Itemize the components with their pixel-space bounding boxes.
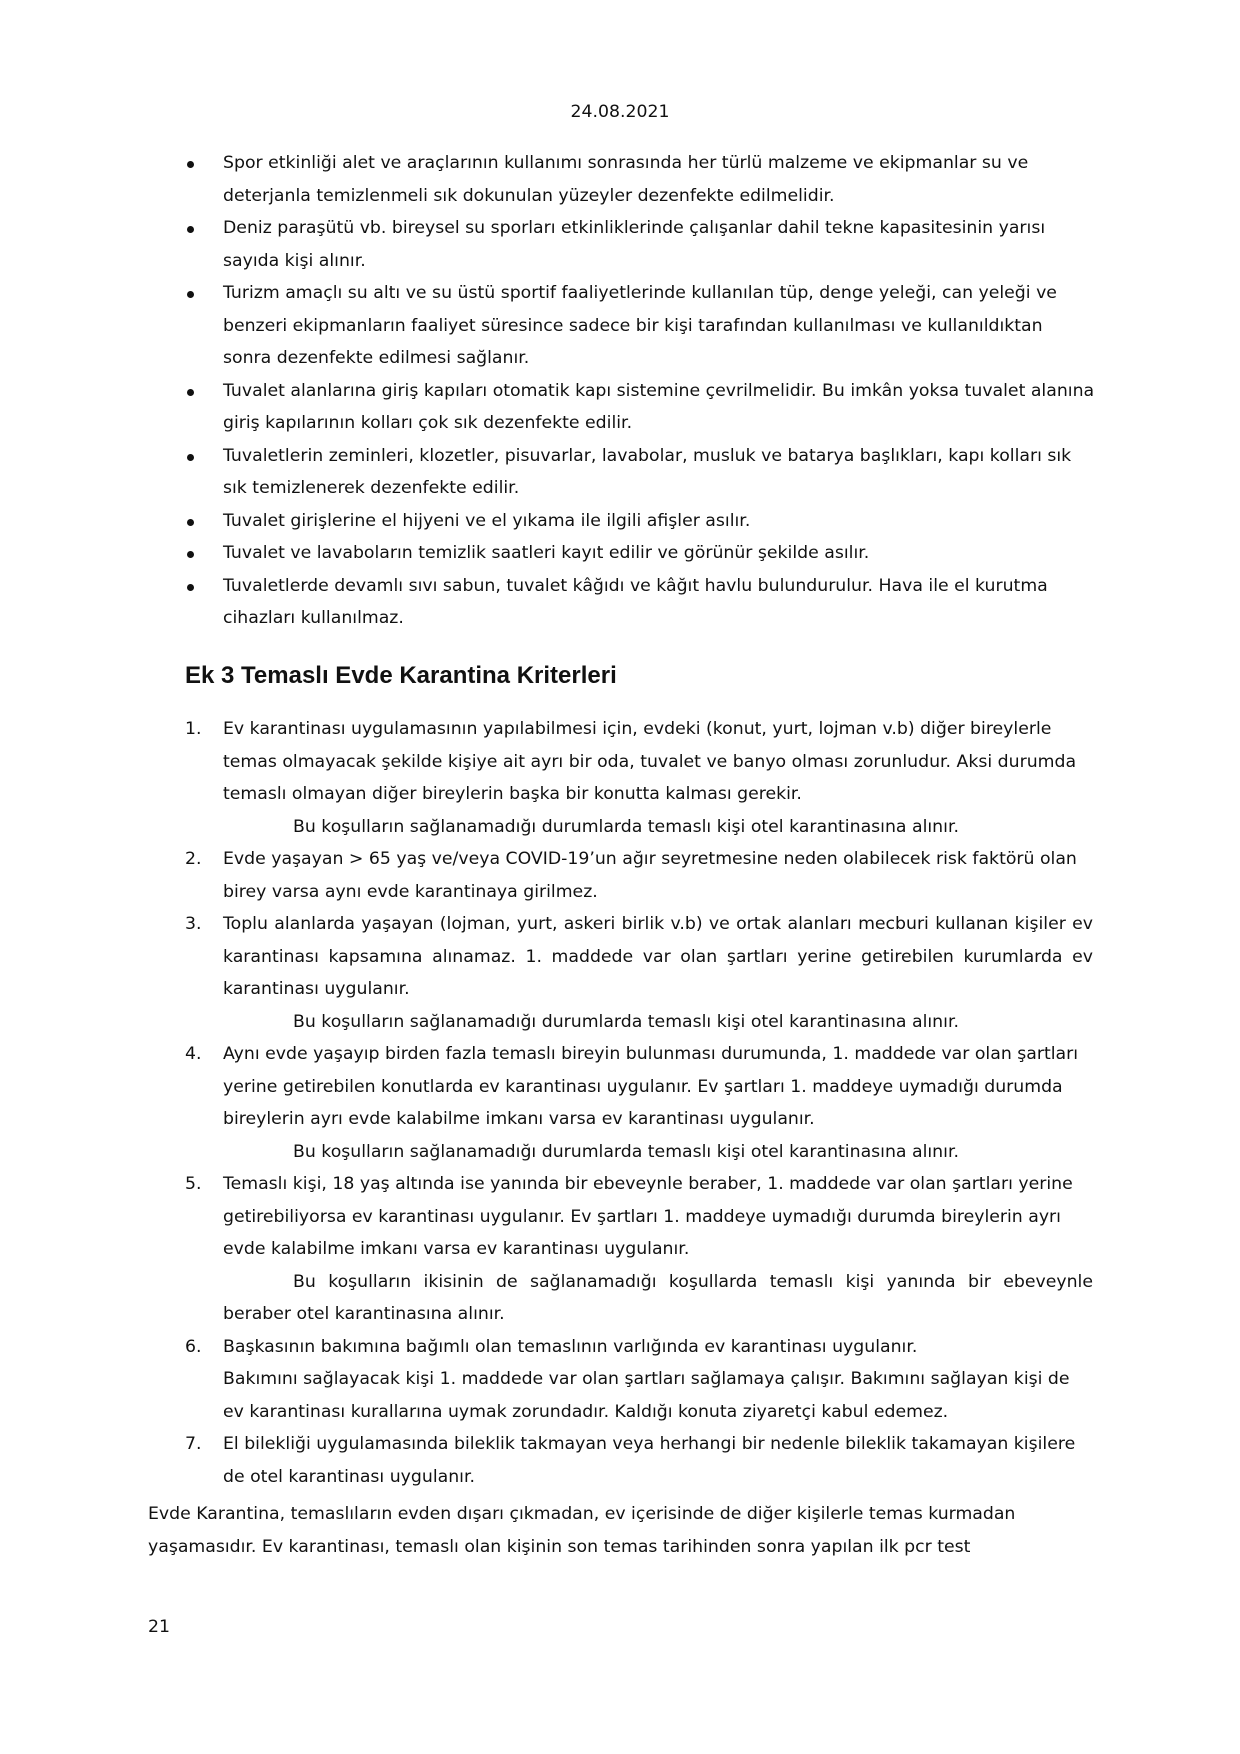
item-text: Başkasının bakımına bağımlı olan temaslının varlığında ev karantinası uygulanır. — [223, 1336, 918, 1357]
item-number: 2. — [185, 849, 202, 869]
bullet-item: Deniz paraşütü vb. bireysel su sporları etkinliklerinde çalışanlar dahil tekne kapasitesinin yarısı sayıda kişi alınır. — [185, 212, 1095, 277]
item-number: 5. — [185, 1174, 202, 1194]
numbered-item — [185, 1428, 1093, 1493]
bullet-item: Tuvalet ve lavaboların temizlik saatleri kayıt edilir ve görünür şekilde asılır. — [185, 537, 1095, 570]
item-note: Bu koşulların sağlanamadığı durumlarda temaslı kişi otel karantinasına alınır. — [293, 1141, 959, 1162]
item-number: 3. — [185, 914, 202, 934]
item-text: Aynı evde yaşayıp birden fazla temaslı bireyin bulunması durumunda, 1. maddede var olan şartları yerine getirebilen konutlarda ev karantinası uygulanır. Ev şartları 1. maddeye uymadığı durumda bireylerin ayrı evde kalabilme imkanı varsa ev karantinası uygulanır. — [223, 1044, 1079, 1129]
page-number: 21 — [148, 1617, 170, 1637]
item-number: 7. — [185, 1434, 202, 1454]
header-date: 24.08.2021 — [570, 102, 670, 122]
item-note: Bu koşulların sağlanamadığı durumlarda temaslı kişi otel karantinasına alınır. — [293, 816, 959, 837]
bullet-item: Tuvaletlerde devamlı sıvı sabun, tuvalet kâğıdı ve kâğıt havlu bulundurulur. Hava ile el kurutma cihazları kullanılmaz. — [185, 570, 1095, 635]
numbered-item — [185, 908, 1093, 1038]
item-number: 6. — [185, 1336, 202, 1357]
numbered-list — [185, 713, 1093, 1493]
bullet-list — [185, 147, 1095, 635]
item-note: Bu koşulların sağlanamadığı durumlarda temaslı kişi otel karantinasına alınır. — [293, 1011, 959, 1032]
item-note: Bu koşulların ikisinin de sağlanamadığı koşullarda temaslı kişi yanında bir ebeveynle beraber otel karantinasına alınır. — [223, 1271, 1093, 1324]
numbered-item — [185, 713, 1093, 843]
closing-paragraph: Evde Karantina, temaslıların evden dışarı çıkmadan, ev içerisinde de diğer kişilerle temas kurmadan yaşamasıdır. Ev karantinası, temaslı olan kişinin son temas tarihinden sonra yapılan ilk pcr test — [148, 1504, 1016, 1557]
bullet-item: Tuvalet alanlarına giriş kapıları otomatik kapı sistemine çevrilmelidir. Bu imkân yoksa tuvalet alanına giriş kapılarının kolları çok sık dezenfekte edilir. — [185, 375, 1095, 440]
item-extra: Bakımını sağlayacak kişi 1. maddede var olan şartları sağlamaya çalışır. Bakımını sağlayan kişi de ev karantinası kurallarına uymak zorundadır. Kaldığı konuta ziyaretçi kabul edemez. — [223, 1369, 1070, 1422]
item-number: 4. — [185, 1044, 202, 1064]
bullet-item: Tuvalet girişlerine el hijyeni ve el yıkama ile ilgili afişler asılır. — [185, 505, 1095, 538]
item-text: Evde yaşayan > 65 yaş ve/veya COVID-19’un ağır seyretmesine neden olabilecek risk faktörü olan birey varsa aynı evde karantinaya girilmez. — [223, 849, 1077, 902]
item-text: El bilekliği uygulamasında bileklik takmayan veya herhangi bir nedenle bileklik takamayan kişilere de otel karantinası uygulanır. — [223, 1434, 1076, 1487]
numbered-item — [185, 1168, 1093, 1331]
numbered-item — [185, 843, 1093, 908]
item-number: 1. — [185, 719, 202, 739]
bullet-item: Tuvaletlerin zeminleri, klozetler, pisuvarlar, lavabolar, musluk ve batarya başlıkları, kapı kolları sık sık temizlenerek dezenfekte edilir. — [185, 440, 1095, 505]
item-text: Temaslı kişi, 18 yaş altında ise yanında bir ebeveynle beraber, 1. maddede var olan şartları yerine getirebiliyorsa ev karantinası uygulanır. Ev şartları 1. maddeye uymadığı durumda bireylerin ayrı evde kalabilme imkanı varsa ev karantinası uygulanır. — [223, 1174, 1073, 1259]
numbered-item — [185, 1038, 1093, 1168]
bullet-item: Spor etkinliği alet ve araçlarının kullanımı sonrasında her türlü malzeme ve ekipmanlar su ve deterjanla temizlenmeli sık dokunulan yüzeyler dezenfekte edilmelidir. — [185, 147, 1095, 212]
section-heading: Ek 3 Temaslı Evde Karantina Kriterleri — [185, 662, 617, 689]
item-text: Toplu alanlarda yaşayan (lojman, yurt, askeri birlik v.b) ve ortak alanları mecburi kullanan kişiler ev karantinası kapsamına alınamaz. 1. maddede var olan şartları yerine getirebilen kurumlarda ev karantinası uygulanır. — [223, 914, 1093, 999]
numbered-item — [185, 1331, 1093, 1429]
item-text: Ev karantinası uygulamasının yapılabilmesi için, evdeki (konut, yurt, lojman v.b) diğer bireylerle temas olmayacak şekilde kişiye ait ayrı bir oda, tuvalet ve banyo olması zorunludur. Aksi durumda temaslı olmayan diğer bireylerin başka bir konutta kalması gerekir. — [223, 719, 1077, 804]
bullet-item: Turizm amaçlı su altı ve su üstü sportif faaliyetlerinde kullanılan tüp, denge yeleği, can yeleği ve benzeri ekipmanların faaliyet süresince sadece bir kişi tarafından kullanılması ve kullanıldıktan sonra dezenfekte edilmesi sağlanır. — [185, 277, 1095, 375]
